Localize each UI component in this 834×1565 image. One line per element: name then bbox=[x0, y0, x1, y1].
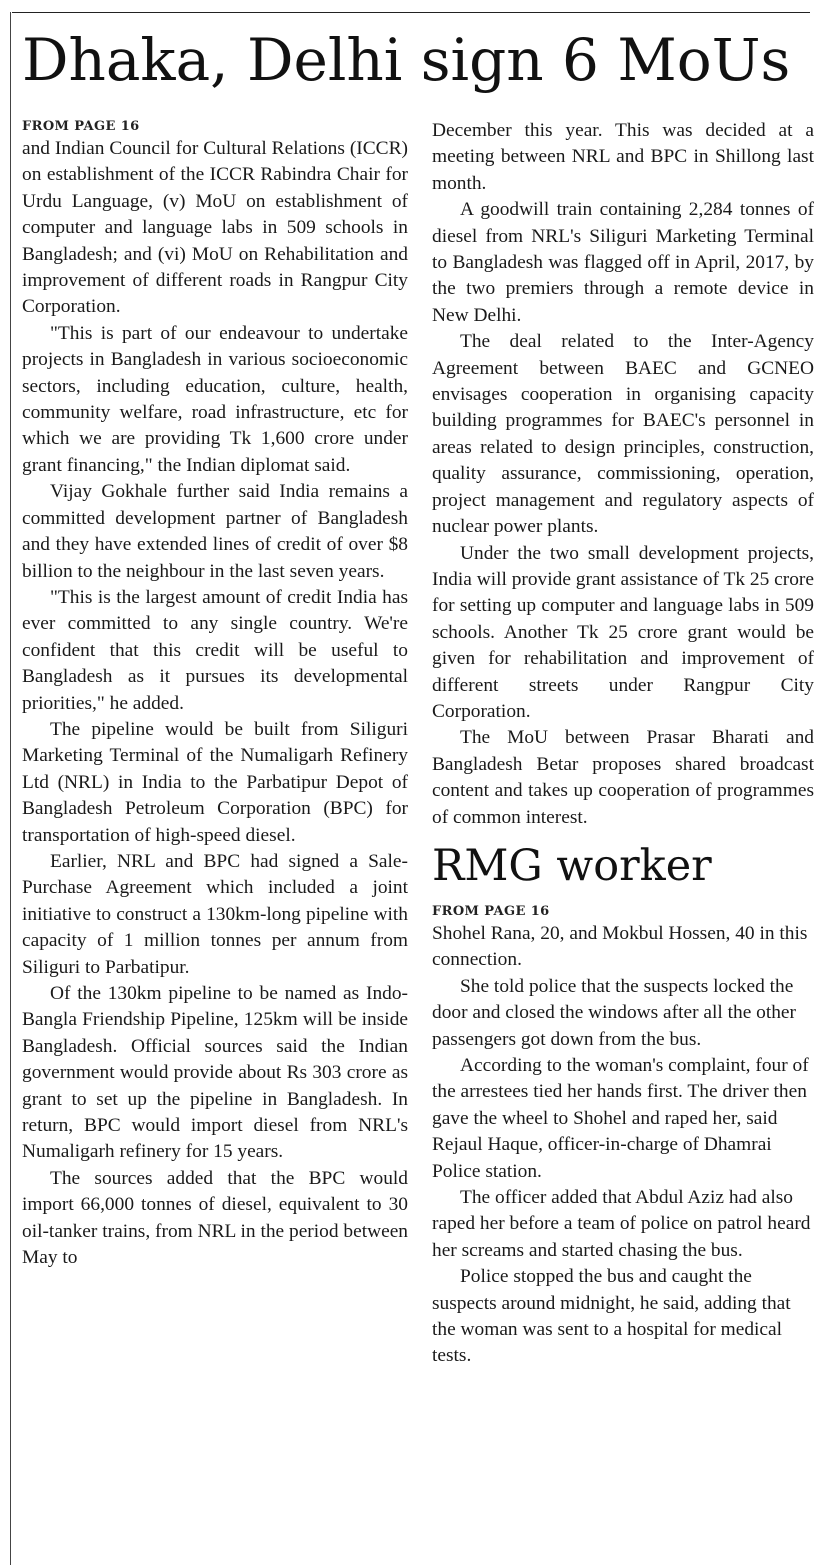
body-paragraph: and Indian Council for Cultural Relations (ICCR) on establishment of the ICCR Rabindra Chair for Urdu Language, (v) MoU on establishment of computer and language labs in 509 schools in Bangladesh; and (vi) MoU on Rehabilitation and improvement of different roads in Rangpur City Corporation. bbox=[22, 138, 408, 318]
second-story-kicker: FROM PAGE 16 bbox=[432, 903, 550, 919]
second-story-headline: RMG worker bbox=[432, 840, 712, 891]
right-column bbox=[432, 118, 814, 1370]
left-column-rule bbox=[10, 12, 11, 1565]
body-paragraph: The pipeline would be built from Siliguri Marketing Terminal of the Numaligarh Refinery Ltd (NRL) in India to the Parbatipur Depot of Bangladesh Petroleum Corporation (BPC) for transportation of high-speed diesel. bbox=[22, 718, 408, 846]
body-paragraph: The MoU between Prasar Bharati and Bangladesh Betar proposes shared broadcast content and takes up cooperation of programmes of common interest. bbox=[432, 727, 814, 828]
body-paragraph: "This is part of our endeavour to undertake projects in Bangladesh in various socioeconomic sectors, including education, culture, health, community welfare, road infrastructure, etc for which we are providing Tk 1,600 crore under grant financing," the Indian diplomat said. bbox=[22, 322, 408, 476]
body-paragraph: Police stopped the bus and caught the suspects around midnight, he said, adding that the woman was sent to a hospital for medical tests. bbox=[432, 1266, 791, 1367]
body-paragraph: A goodwill train containing 2,284 tonnes of diesel from NRL's Siliguri Marketing Terminal to Bangladesh was flagged off in April, 2017, by the two premiers through a remote device in New Delhi. bbox=[432, 199, 814, 326]
body-paragraph: According to the woman's complaint, four of the arrestees tied her hands first. The driver then gave the wheel to Shohel and raped her, said Rejaul Haque, officer-in-charge of Dhamrai Police station. bbox=[432, 1055, 809, 1182]
body-paragraph: The deal related to the Inter-Agency Agreement between BAEC and GCNEO envisages cooperation in organising capacity building programmes for BAEC's personnel in areas related to design principles, construction, quality assurance, commissioning, operation, project management and regulatory aspects of nuclear power plants. bbox=[432, 331, 814, 538]
main-story-kicker: FROM PAGE 16 bbox=[22, 119, 140, 134]
body-paragraph: Earlier, NRL and BPC had signed a Sale-Purchase Agreement which included a joint initiative to construct a 130km-long pipeline with capacity of 1 million tonnes per annum from Siliguri to Parbatipur. bbox=[22, 850, 408, 978]
left-column bbox=[22, 118, 408, 1271]
body-paragraph: She told police that the suspects locked the door and closed the windows after all the other passengers got down from the bus. bbox=[432, 975, 797, 1050]
main-headline: Dhaka, Delhi sign 6 MoUs bbox=[22, 26, 791, 94]
body-paragraph: The officer added that Abdul Aziz had also raped her before a team of police on patrol heard her screams and started chasing the bus. bbox=[432, 1187, 811, 1261]
body-paragraph: "This is the largest amount of credit India has ever committed to any single country. We're confident that this credit will be useful to Bangladesh as it pursues its developmental priorities," he added. bbox=[22, 586, 408, 714]
body-paragraph: Of the 130km pipeline to be named as Indo-Bangla Friendship Pipeline, 125km will be inside Bangladesh. Official sources said the Indian government would provide about Rs 303 crore as grant to set up the pipeline in Bangladesh. In return, BPC would import diesel from NRL's Numaligarh refinery for 15 years. bbox=[22, 983, 408, 1163]
top-rule bbox=[12, 12, 810, 13]
body-paragraph: December this year. This was decided at a meeting between NRL and BPC in Shillong last month. bbox=[432, 120, 814, 194]
body-paragraph: Under the two small development projects, India will provide grant assistance of Tk 25 crore for setting up computer and language labs in 509 schools. Another Tk 25 crore grant would be given for rehabilitation and improvement of different streets under Rangpur City Corporation. bbox=[432, 542, 814, 722]
body-paragraph: Vijay Gokhale further said India remains a committed development partner of Bangladesh and they have extended lines of credit of over $8 billion to the neighbour in the last seven years. bbox=[22, 481, 408, 582]
body-paragraph: Shohel Rana, 20, and Mokbul Hossen, 40 in this connection. bbox=[432, 922, 808, 971]
body-paragraph: The sources added that the BPC would import 66,000 tonnes of diesel, equivalent to 30 oil-tanker trains, from NRL in the period between May to bbox=[22, 1167, 408, 1269]
